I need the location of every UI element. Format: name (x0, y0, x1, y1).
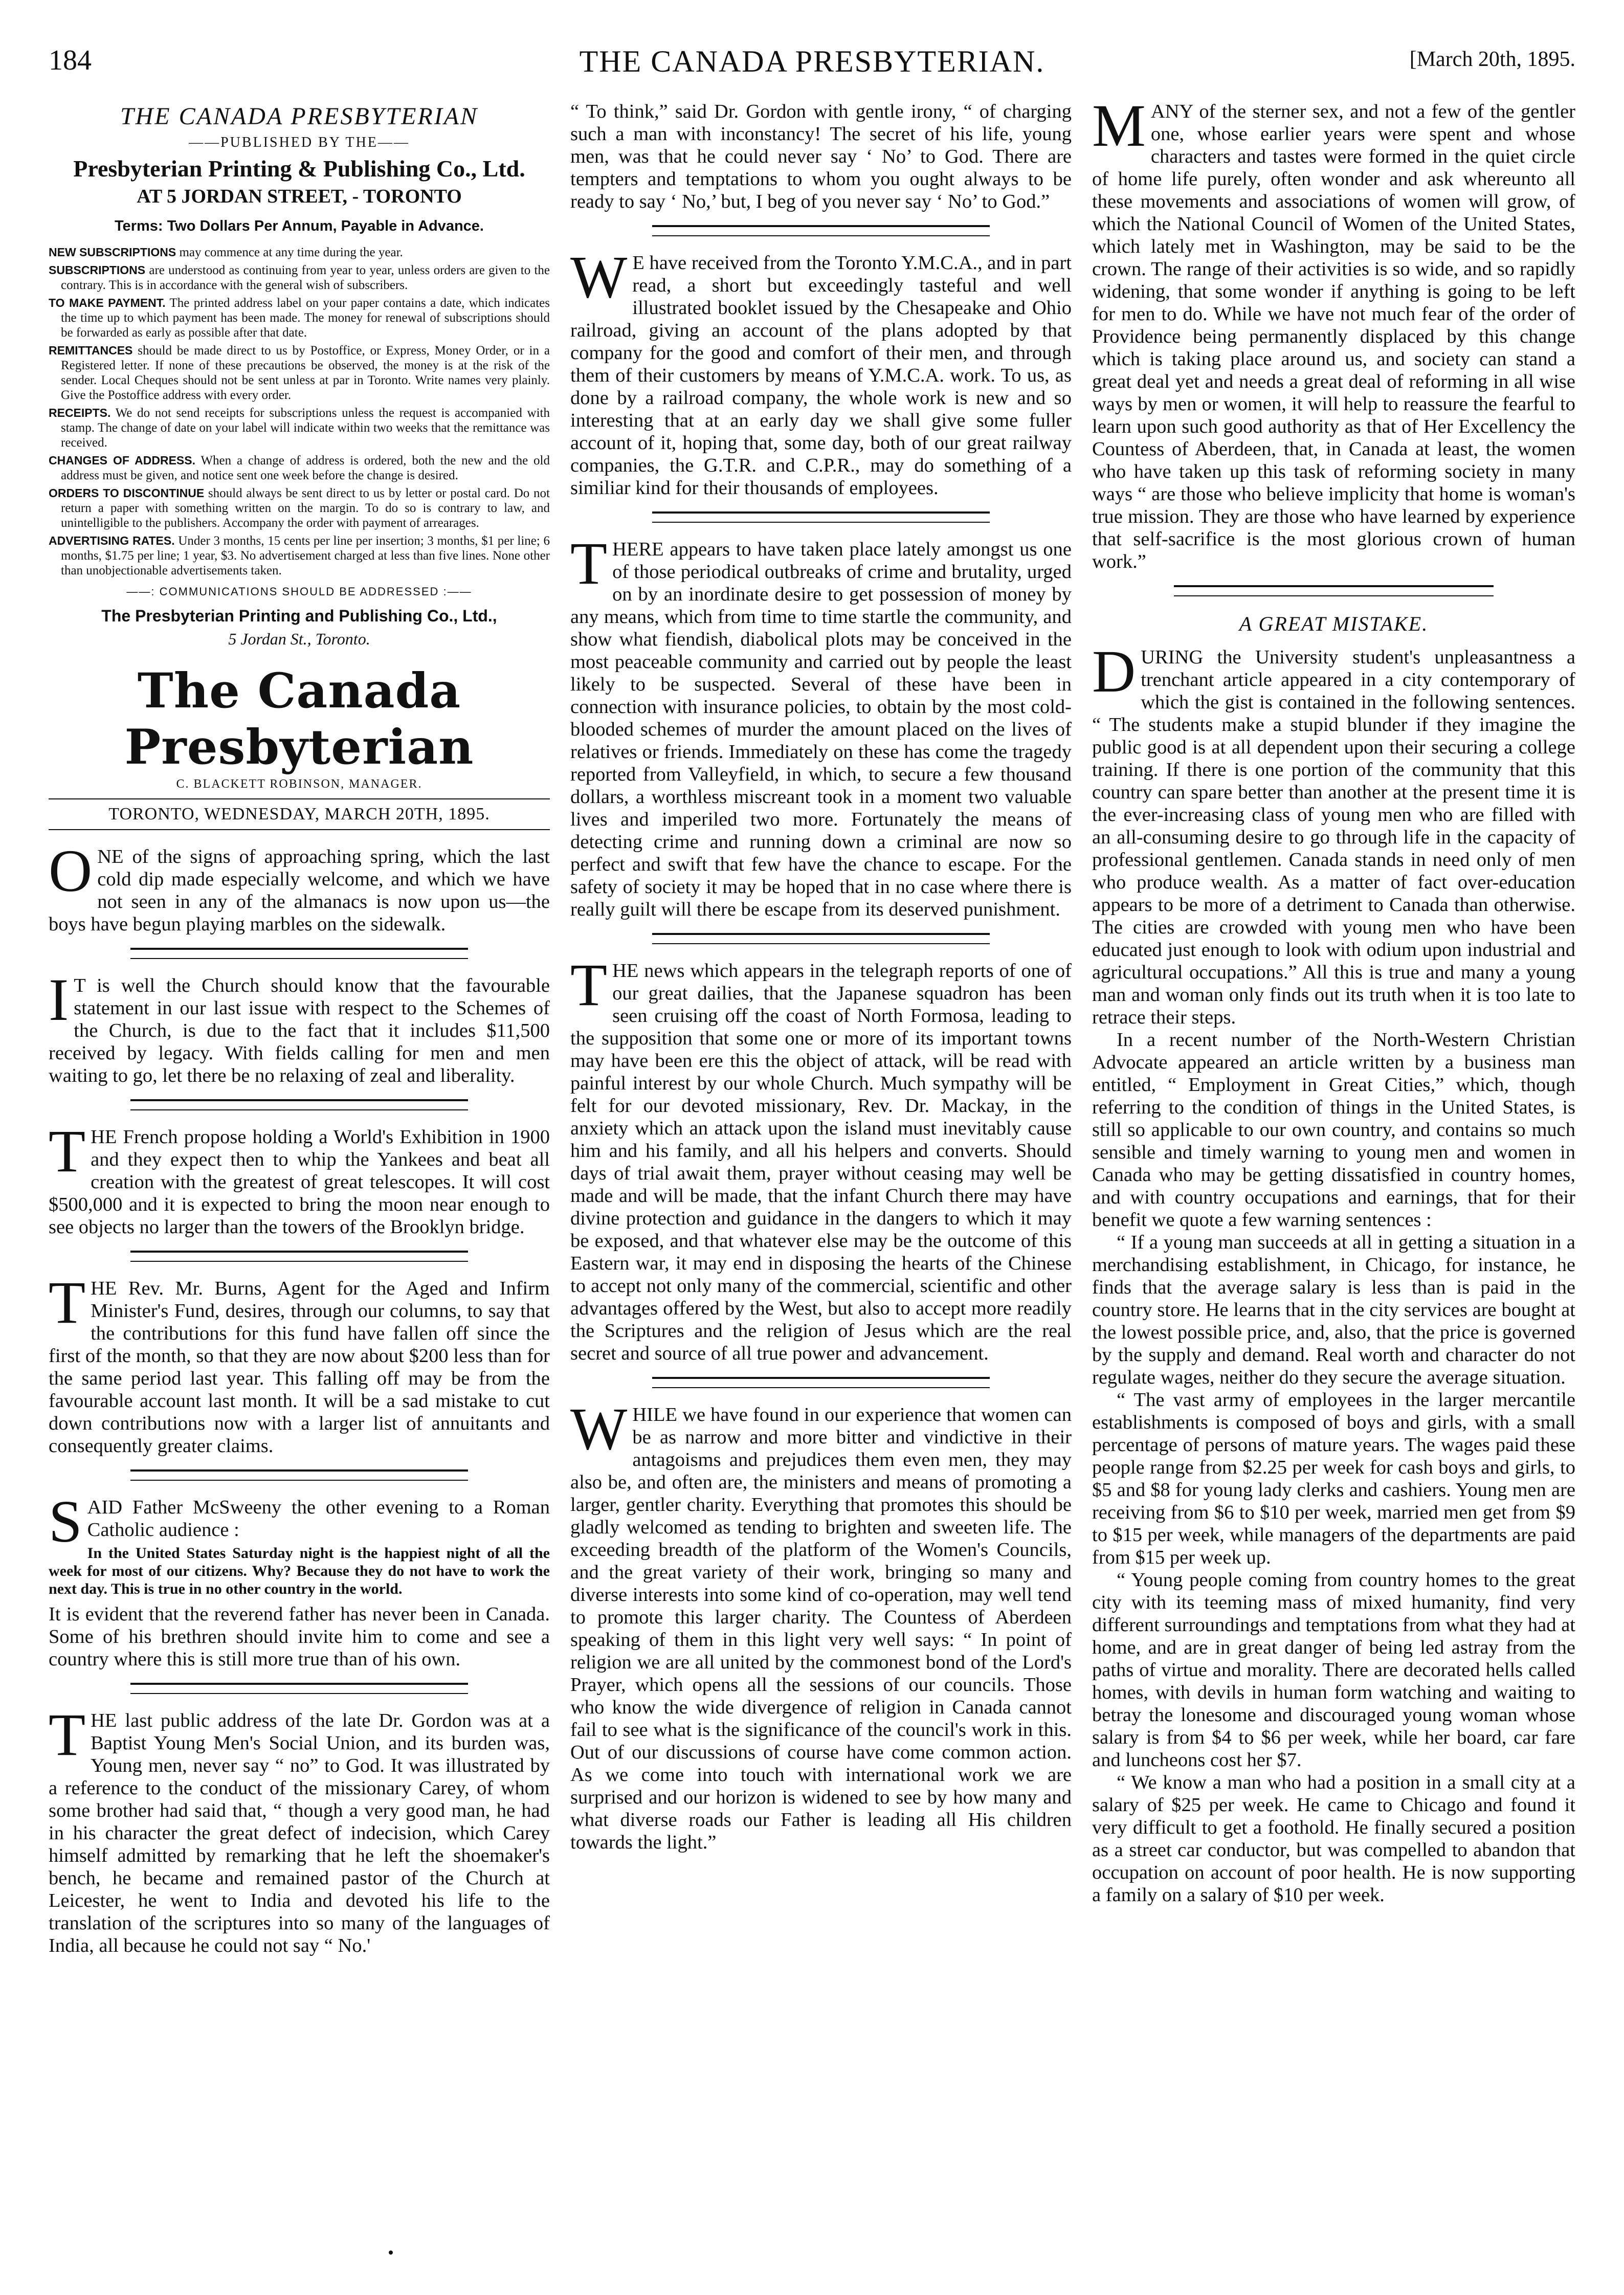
paragraph-text: It is evident that the reverend father has never been in Canada. Some of his brethren should invite him to come and see a country where this is still more true than of his own. (49, 1603, 550, 1670)
article-paragraph (570, 243, 1072, 499)
quoted-passage: In the United States Saturday night is the happiest night of all the week for most of our citizens. Why? Because they do not have to work the next day. This is true in no other country in the world. (49, 1545, 550, 1597)
issue-date: [March 20th, 1895. (1409, 48, 1575, 71)
paragraph-text: “ To think,” said Dr. Gordon with gentle irony, “ of charging such a man with inconstancy! The secret of his life, young men, was that he could never say ‘ No’ to God. There are tempters and temptations to whom you ought always to be ready to say ‘ No,’ but, I beg of you never say ‘ No’ to God.” (570, 101, 1072, 212)
paragraph-text: In a recent number of the North-Western Christian Advocate appeared an article written by a business man entitled, “ Employment in Great Cities,” which, though referring to the condition of things in the United States, is still so applicable to our own country, and contains so much sensible and timely warning to young men and women in Canada who may be getting dissatisfied in country homes, and with country occupations and earnings, that for their benefit we quote a few warning sentences : (1092, 1029, 1575, 1231)
drop-cap: W (570, 243, 628, 310)
paragraph-text: “ Young people coming from country homes to the great city with its teeming mass of mixed humanity, find very different surroundings and temptations from what they had at home, and are in great danger of being led astray from the paths of virtue and morality. There are decorated hells called homes, with devils in human form watching and waiting to betray the lonesome and discouraged young woman whose salary is from $4 to $6 per week, while her board, car fare and luncheons cost her $7. (1092, 1569, 1575, 1771)
paragraph-text: HE Rev. Mr. Burns, Agent for the Aged and Infirm Minister's Fund, desires, through our columns, to say that the contributions for this fund have fallen off since the first of the month, so that they are now about $200 less than for the same period last year. This falling off may be from the favourable account last month. It will be a sad mistake to cut down contributions now with a larger list of annuitants and consequently greater claims. (49, 1278, 550, 1457)
notice-text: Under 3 months, 15 cents per line per insertion; 3 months, $1 per line; 6 months, $1.75 per line; 1 year, $3. No advertisement charged at less than five lines. None other than unobjectionable advertisements taken. (61, 534, 550, 577)
article (49, 1269, 550, 1457)
notice-text: The printed address label on your paper contains a date, which indicates the time up to which payment has been made. The money for renewal of subscriptions should be forwarded as early as possible after that date. (61, 296, 550, 340)
section-divider (130, 1251, 468, 1262)
article (49, 1701, 550, 1957)
imprint-notices (49, 245, 550, 578)
drop-cap: M (1092, 100, 1146, 159)
paragraph-text: NE of the signs of approaching spring, which the last cold dip made especially welcome, and which we have not seen in any of the almanacs is now upon us—the boys have begun playing marbles on the sidewalk. (49, 846, 550, 935)
notice-key: ORDERS TO DISCONTINUE (49, 486, 205, 500)
paragraph-text: E have received from the Toronto Y.M.C.A., and in part read, a short but exceedingly tasteful and well illustrated booklet issued by the Chesapeake and Ohio railroad, giving an account of the plans adopted by that company for the good and comfort of their men, and through them of their customers by means of Y.M.C.A. work. To us, as done by a railroad company, the whole work is new and so interesting that at an early day we shall give some fuller account of it, hoping that, some day, both of our great railway companies, the G.T.R. and C.P.R., may do something of a similiar kind for their thousands of employees. (570, 252, 1072, 499)
paragraph-text: HE last public address of the late Dr. Gordon was at a Baptist Young Men's Social Union, and its burden was, Young men, never say “ no” to God. It was illustrated by a reference to the conduct of the missionary Carey, of whom some brother had said that, “ though a very good man, he had in his character the great defect of indecision, which Carey himself admitted by remarking that he left the shoemaker's bench, he became and remained pastor of the Church at Leicester, he went to India and devoted his life to the translation of the scriptures into so many of the languages of India, all because he could not say “ No.' (49, 1710, 550, 1956)
article-paragraph (49, 1269, 550, 1457)
notice-key: RECEIPTS. (49, 406, 111, 419)
masthead-dateline: TORONTO, WEDNESDAY, MARCH 20TH, 1895. (49, 798, 550, 830)
article (1092, 612, 1575, 1906)
section-divider (130, 948, 468, 959)
notice-text: may commence at any time during the year. (176, 246, 403, 259)
notice-key: TO MAKE PAYMENT. (49, 296, 166, 309)
masthead-manager: C. BLACKETT ROBINSON, MANAGER. (176, 777, 422, 791)
column-1-articles (49, 837, 550, 1957)
section-divider (652, 225, 990, 236)
article-paragraph (1092, 1029, 1575, 1231)
article (570, 530, 1072, 921)
article (49, 1488, 550, 1670)
ink-speck (389, 2251, 393, 2255)
section-divider (130, 1099, 468, 1110)
paragraph-text: URING the University student's unpleasantness a trenchant article appeared in a city contemporary of which the gist is contained in the following sentences. “ The students make a stupid blunder if they imagine the public good is at all dependent upon their securing a college training. If there is one portion of the community that this country can spare better than another at the present time it is the ever-increasing class of young men who are filled with an all-consuming desire to go through life in the capacity of professional gentlemen. Canada stands in need only of men who produce wealth. As a matter of fact over-education appears to be more of a detriment to Canada than otherwise. The cities are crowded with young men who have been educated just enough to look with odium upon industrial and agricultural occupations.” All this is true and many a young man and woman only finds out its truth when it is too late to retrace their steps. (1092, 647, 1575, 1028)
drop-cap: T (49, 1118, 86, 1185)
article-paragraph (1092, 1231, 1575, 1389)
notice-text: We do not send receipts for subscriptions unless the request is accompanied with stamp. The change of date on your label will indicate within two weeks that the remittance was received. (61, 406, 550, 450)
imprint-notice (49, 245, 550, 260)
article-paragraph (1092, 1771, 1575, 1906)
notice-key: CHANGES OF ADDRESS. (49, 454, 196, 467)
article-paragraph (1092, 638, 1575, 1029)
section-divider (652, 933, 990, 944)
imprint-published-by: ——PUBLISHED BY THE—— (189, 135, 410, 150)
article (1092, 100, 1575, 573)
paragraph-text: AID Father McSweeny the other evening to a Roman Catholic audience : (87, 1497, 550, 1541)
imprint-notice (49, 453, 550, 483)
article-paragraph (1092, 100, 1575, 573)
notice-key: NEW SUBSCRIPTIONS (49, 246, 176, 259)
communications-line: ——: COMMUNICATIONS SHOULD BE ADDRESSED :—— (126, 585, 472, 598)
paragraph-text: HE French propose holding a World's Exhibition in 1900 and they expect then to whip the Yankees and beat all creation with the greatest of great telescopes. It will cost $500,000 and it is expected to bring the moon near enough to see objects no larger than the towers of the Brooklyn bridge. (49, 1126, 550, 1238)
article-paragraph (49, 966, 550, 1087)
notice-key: SUBSCRIPTIONS (49, 263, 146, 277)
imprint-address: AT 5 JORDAN STREET, - TORONTO (137, 186, 462, 207)
article (49, 837, 550, 935)
drop-cap: I (49, 966, 69, 1033)
article (570, 100, 1072, 213)
drop-cap: O (49, 837, 93, 904)
column-3 (1092, 100, 1575, 2269)
article (570, 1395, 1072, 1854)
article-paragraph (49, 1603, 550, 1670)
running-title: THE CANADA PRESBYTERIAN. (579, 44, 1045, 78)
paragraph-text: “ The vast army of employees in the larger mercantile establishments is composed of boys and girls, with a small percentage of persons of mature years. The wages paid these people range from $2.25 per week for cash boys and girls, to $5 and $8 for young lady clerks and cashiers. Young men are receiving from $6 to $10 per week, married men get from $9 to $15 per week, while managers of the departments are paid from $15 per week up. (1092, 1389, 1575, 1568)
article-paragraph (49, 1488, 550, 1555)
drop-cap: D (1092, 638, 1136, 705)
imprint-block (49, 102, 550, 649)
article-paragraph (49, 837, 550, 935)
section-divider (652, 1377, 990, 1388)
imprint-address-bottom: 5 Jordan St., Toronto. (228, 630, 370, 648)
imprint-notice (49, 343, 550, 403)
article-paragraph (49, 1701, 550, 1957)
article-paragraph (570, 100, 1072, 213)
paragraph-text: HE news which appears in the telegraph reports of one of our great dailies, that the Japanese squadron has been seen cruising off the coast of North Formosa, leading to the supposition that some one or more of its important towns may have been ere this the object of attack, will be read with painful interest by our whole Church. Much sympathy will be felt for our devoted missionary, Rev. Dr. Mackay, in the anxiety which an attack upon the island must inevitably cause him and his family, and all his helpers and converts. Should days of trial await them, prayer without ceasing may well be made and will be made, that the infant Church there may have divine protection and guidance in the dangers to which it may be exposed, and that whatever else may be the outcome of this Eastern war, it may end in disposing the hearts of the Chinese to accept not only many of the commercial, scientific and other advantages offered by the West, but also to accept more readily the Scriptures and the religion of Jesus which are the real secret and source of all true power and advancement. (570, 960, 1072, 1364)
notice-text: When a change of address is ordered, both the new and the old address must be given, and notice sent one week before the change is desired. (61, 454, 550, 482)
section-divider (130, 1469, 468, 1481)
column-1 (49, 100, 550, 2269)
drop-cap: W (570, 1395, 628, 1462)
imprint-notice (49, 263, 550, 293)
notice-key: REMITTANCES (49, 344, 133, 357)
paragraph-text: ANY of the sterner sex, and not a few of the gentler one, whose earlier years were spent and whose characters and tastes were formed in the quiet circle of home life purely, often wonder and ask whereunto all these movements and associations of women will grow, of which the National Council of Women of the United States, which lately met in Washington, may be said to be the crown. The range of their activities is so wide, and so rapidly widening, that some wonder if anything is going to be left for men to do. While we have not much fear of the order of Providence being permanently displaced by this change which is taking place around us, and society can stand a great deal yet and needs a great deal of reforming in all wise ways by men or women, it will help to reassure the fearful to learn upon such good authority as that of Her Excellency the Countess of Aberdeen, that, in Canada at least, the women who have taken up this task of reforming society in many ways “ are those who believe implicity that home is woman's true mission. They are those who have learned by experience that self-sacrifice is the most glorious crown of human work.” (1092, 101, 1575, 572)
article-heading: A GREAT MISTAKE. (1239, 612, 1429, 635)
imprint-company-bottom: The Presbyterian Printing and Publishing Co., Ltd., (101, 607, 497, 625)
column-3-articles (1092, 100, 1575, 1906)
article-paragraph (1092, 1389, 1575, 1569)
article (49, 1118, 550, 1238)
article (49, 966, 550, 1087)
paragraph-text: HILE we have found in our experience that women can be as narrow and more bitter and vindictive in their antagoisms and prejudices them even men, they may also be, and often are, the ministers and means of promoting a larger, gentler charity. Everything that promotes this should be gladly welcomed as tending to brighten and sweeten life. The exceeding breadth of the platform of the Women's Councils, and the great variety of their work, bringing so many and diverse interests into some kind of co-operation, may well tend to promote this larger charity. The Countess of Aberdeen speaking of them in this light very well says: “ In point of religion we are all united by the commonest bond of the Lord's Prayer, which opens all the sessions of our councils. Those who know the wide divergence of religion in Canada cannot fail to see what is the significance of the council's work in this. Out of our discussions of course have come common action. As we come into touch with international work we are surprised and our horizon is widened to see by how many and what diverse roads our Father is leading all His children towards the light.” (570, 1404, 1072, 1853)
imprint-notice (49, 533, 550, 578)
paragraph-text: T is well the Church should know that the favourable statement in our last issue with respect to the Schemes of the Church, is due to the fact that it includes $11,500 received by legacy. With fields calling for men and men waiting to go, let there be no relaxing of zeal and liberality. (49, 975, 550, 1086)
article-paragraph (570, 951, 1072, 1365)
notice-key: ADVERTISING RATES. (49, 534, 175, 547)
article-paragraph (1092, 1569, 1575, 1771)
article-paragraph (49, 1118, 550, 1238)
masthead-title: The Canada Presbyterian (124, 663, 474, 775)
article-paragraph (570, 1395, 1072, 1854)
paragraph-text: HERE appears to have taken place lately amongst us one of those periodical outbreaks of crime and brutality, urged on by an inordinate desire to get possession of money by any means, which from time to time startle the community, and show what fiendish, diabolical plots may be conceived in the most peaceable community and carried out by people the least likely to be suspected. Several of these have been in connection with insurance policies, to obtain by the most cold-blooded schemes of murder the amount placed on the lives of relatives or friends. Immediately on these has come the tragedy reported from Valleyfield, in which, to secure a few thousand dollars, a worthless miscreant took in a moment two valuable lives and imperiled two more. Fortunately the means of detecting crime and running down a criminal are now so perfect and swift that few have the chance to escape. For the safety of society it may be hoped that in no case where there is really guilt will there be escape from its deserved punishment. (570, 539, 1072, 920)
drop-cap: S (49, 1488, 82, 1555)
section-divider (652, 511, 990, 523)
article (570, 243, 1072, 499)
column-2 (570, 100, 1072, 2269)
paragraph-text: “ If a young man succeeds at all in getting a situation in a merchandising establishment, in Chicago, for instance, he finds that the average salary is less than is paid in the country store. He learns that in the city services are bought at the lowest possible price, and, also, that the price is governed by the supply and demand. Real worth and character do not regulate wages, neither do they secure the average situation. (1092, 1232, 1575, 1388)
notice-text: should be made direct to us by Postoffice, or Express, Money Order, or in a Registered letter. If none of these precautions be observed, the money is at the risk of the sender. Local Cheques should not be sent unless at par in Toronto. Write names very plainly. Give the Postoffice address with every order. (61, 344, 550, 402)
notice-text: should always be sent direct to us by letter or postal card. Do not return a paper with something written on the margin. To do so is contrary to law, and unintelligible to the publishers. Accompany the order with payment of arrearages. (61, 486, 550, 530)
drop-cap: T (49, 1701, 86, 1768)
running-head (49, 44, 1575, 85)
section-divider (130, 1683, 468, 1694)
column-2-articles (570, 100, 1072, 1854)
imprint-notice (49, 296, 550, 340)
drop-cap: T (570, 530, 608, 597)
paragraph-text: “ We know a man who had a position in a small city at a salary of $25 per week. He came to Chicago and found it very difficult to get a foothold. He finally secured a position as a street car conductor, but was compelled to abandon that occupation on account of poor health. He is now supporting a family on a salary of $10 per week. (1092, 1772, 1575, 1906)
article (570, 951, 1072, 1365)
drop-cap: T (49, 1269, 86, 1336)
imprint-company: Presbyterian Printing & Publishing Co., Ltd. (73, 155, 525, 182)
imprint-terms: Terms: Two Dollars Per Annum, Payable in Advance. (115, 218, 484, 234)
drop-cap: T (570, 951, 608, 1018)
imprint-notice (49, 406, 550, 450)
imprint-notice (49, 486, 550, 530)
page-number: 184 (49, 44, 92, 76)
notice-text: are understood as continuing from year to year, unless orders are given to the contrary. This is in accordance with the general wish of subscribers. (61, 263, 550, 292)
section-divider (1174, 585, 1494, 596)
imprint-title: THE CANADA PRESBYTERIAN (120, 103, 479, 130)
article-paragraph (570, 530, 1072, 921)
